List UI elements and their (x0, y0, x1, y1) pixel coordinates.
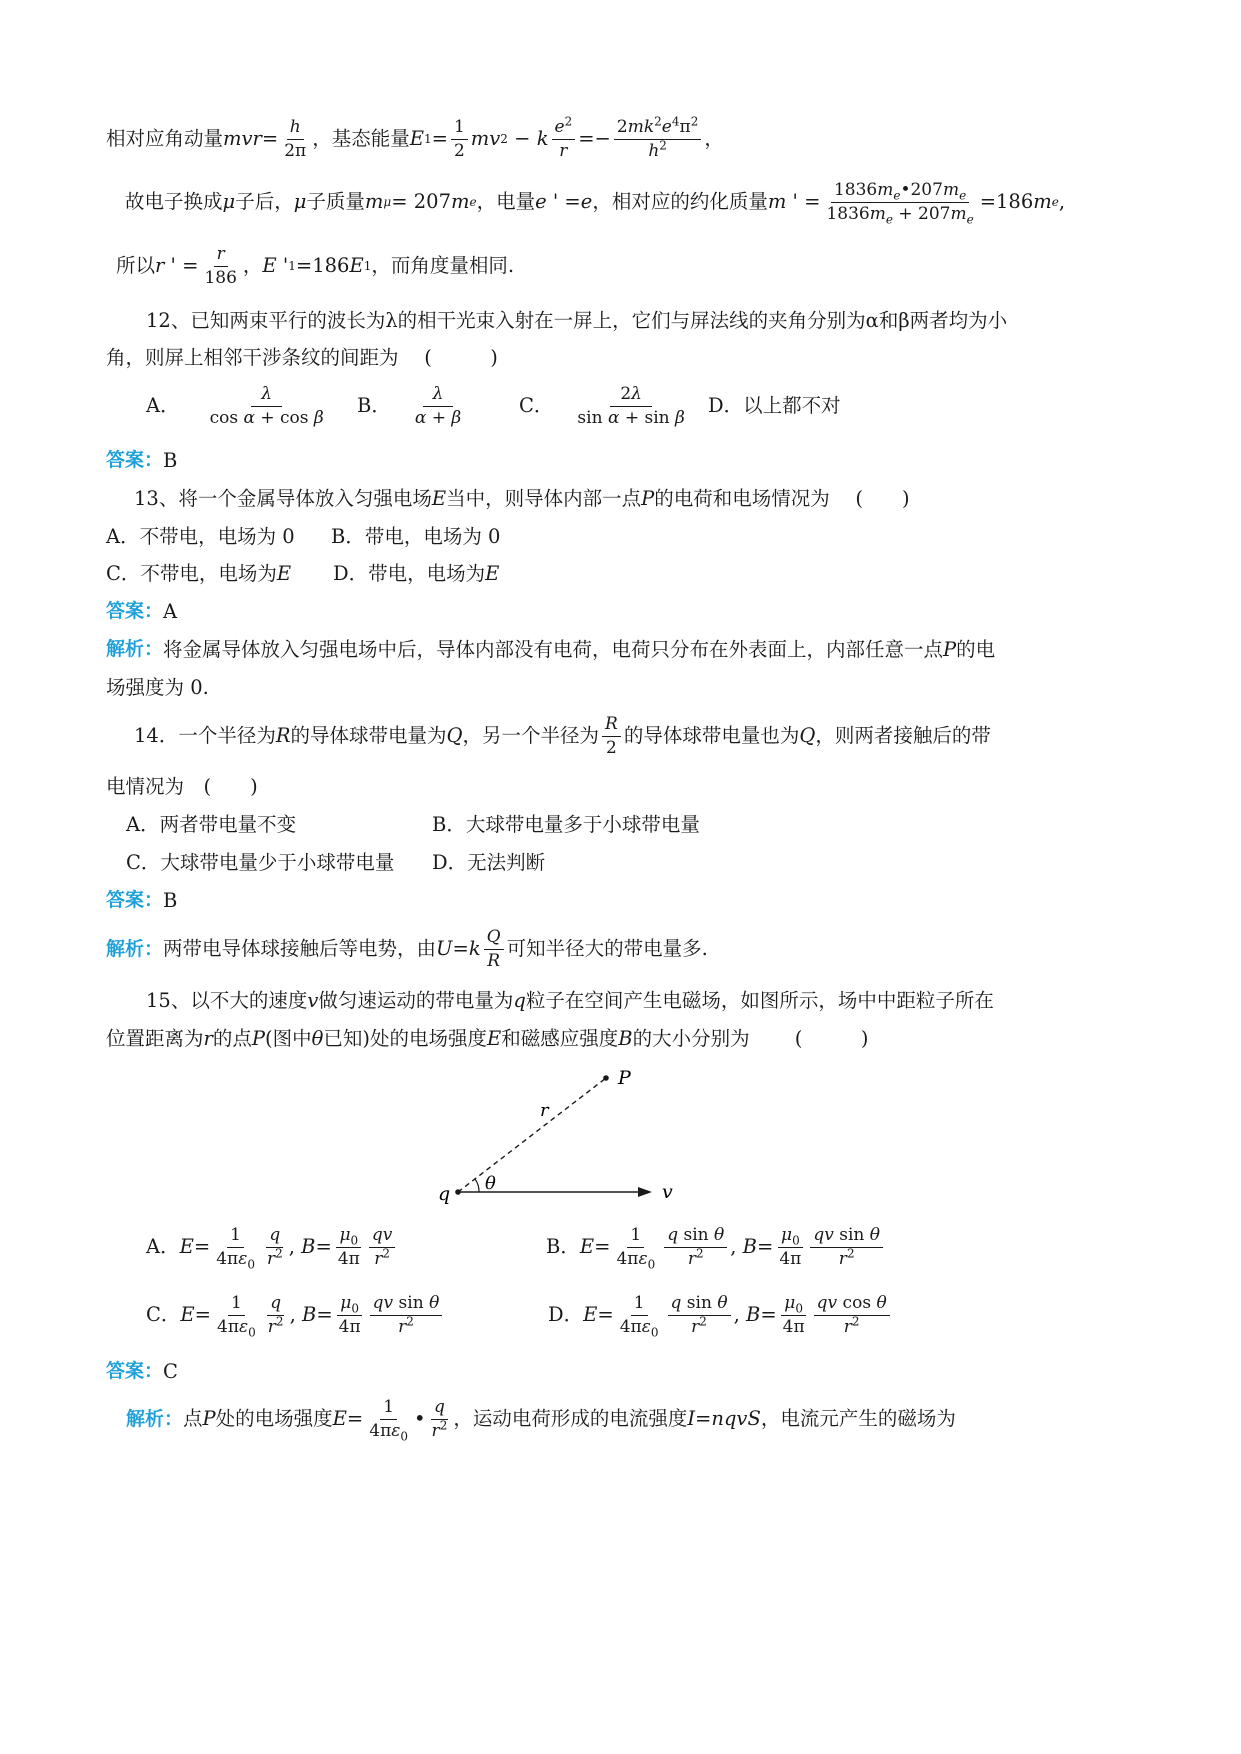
label-theta: θ (485, 1173, 496, 1194)
distance-dashed-line (458, 1078, 606, 1192)
q12-option-c: C． $\frac{2\lambda}{\text{sin α + sin β}}$ (519, 383, 685, 428)
q14-explanation: 解析： 两带电导体球接触后等电势，由 U = k $\frac{Q}{R}$ 可知半径大的带电量多. (106, 926, 708, 971)
label-p: P (618, 1067, 631, 1089)
angle-arc (475, 1179, 479, 1192)
q13-stem: 13、将一个金属导体放入匀强电场 E 当中，则导体内部一点 P 的电荷和电场情况为 ( ) (134, 487, 910, 510)
derivation-line-3: 所以 r ' = $\frac{r}{186}$ ， E ' 1 =186 E 1 ，而角度量相同. (116, 243, 515, 288)
label-q: q (438, 1183, 451, 1205)
point-p (603, 1075, 609, 1081)
q12-answer: 答案： B (106, 449, 178, 472)
q13-option-d: D．带电，电场为 E (333, 562, 500, 585)
q14-stem-2: 电情况为 ( ) (106, 775, 258, 798)
q14-option-a: A．两者带电量不变 (126, 813, 297, 836)
q15-option-b: B． E = $\frac{1}{4\pi\varepsilon_0}$ $\frac{\text{q sin θ}}{r^2}$ , B = $\frac{\mu_0}{4\pi}$ $\frac{\text{qv sin θ}}{r^2}$ (546, 1225, 886, 1269)
q13-option-b: B．带电，电场为 0 (331, 525, 501, 548)
charge-field-diagram (430, 1062, 690, 1212)
q14-answer: 答案： B (106, 889, 178, 912)
label-v: v (662, 1181, 673, 1203)
velocity-arrowhead (638, 1187, 652, 1197)
q14-option-c: C．大球带电量少于小球带电量 (126, 851, 395, 874)
q15-stem-1: 15、以不大的速度 v 做匀速运动的带电量为 q 粒子在空间产生电磁场，如图所示，场中中距粒子所在 (146, 989, 994, 1012)
q15-option-c: C． E = $\frac{1}{4\pi\varepsilon_0}$ $\frac{q}{r^2}$ , B = $\frac{\mu_0}{4\pi}$ $\frac{\text{qv sin θ}}{r^2}$ (146, 1293, 445, 1337)
q15-option-d: D． E = $\frac{1}{4\pi\varepsilon_0}$ $\frac{\text{q sin θ}}{r^2}$ , B = $\frac{\mu_0}{4\pi}$ $\frac{\text{qv cos θ}}{r^2}$ (548, 1293, 893, 1337)
q13-option-a: A．不带电，电场为 0 (106, 525, 295, 548)
q12-stem-2: 角，则屏上相邻干涉条纹的间距为 ( ) (106, 346, 498, 369)
q15-answer: 答案： C (106, 1360, 178, 1383)
q14-stem-1: 14．一个半径为 R 的导体球带电量为 Q ，另一个半径为 $\frac{R}{2}$ 的导体球带电量也为 Q ，则两者接触后的带 (134, 713, 991, 758)
q13-explanation-1: 解析： 将金属导体放入匀强电场中后，导体内部没有电荷，电荷只分布在外表面上，内部任意一点 P 的电 (106, 638, 996, 661)
q15-stem-2: 位置距离为 r 的点 P (图中 θ 已知)处的电场强度 E 和磁感应强度 B 的大小分别为 ( ) (106, 1027, 869, 1050)
q12-option-b: B． $\frac{\lambda}{\alpha + \beta}$ (357, 383, 462, 428)
derivation-line-2: 故电子换成 μ 子后， μ 子质量 m μ = 207 m e ，电量 e ' = e ，相对应的约化质量 m ' = $\frac{1836m_e•207m_e}{1836m_e + 207m_e}$ =186 m e , (125, 179, 1066, 226)
q15-option-a: A． E = $\frac{1}{4\pi\varepsilon_0}$ $\frac{q}{r^2}$ , B = $\frac{\mu_0}{4\pi}$ $\frac{qv}{r^2}$ (146, 1225, 398, 1269)
q13-explanation-2: 场强度为 0. (106, 676, 209, 699)
q12-stem-1: 12、已知两束平行的波长为λ的相干光束入射在一屏上，它们与屏法线的夹角分别为α和β两者均为小 (146, 309, 1008, 332)
q12-option-a: A． $\frac{\lambda}{\text{cos α + cos β}}$ (146, 383, 324, 428)
q12-option-d: D．以上都不对 (708, 394, 841, 417)
derivation-line-1: 相对应角动量 mvr = $\frac{h}{2\pi}$ ，基态能量 E 1 = $\frac{1}{2}$ mv 2 − k $\frac{e^2}{r}$ =− $\frac{2mk^2e^4\pi^2}{h^2}$ ， (106, 114, 724, 161)
charge-point (455, 1189, 461, 1195)
q14-option-b: B．大球带电量多于小球带电量 (432, 813, 700, 836)
q14-option-d: D．无法判断 (432, 851, 546, 874)
q15-explanation: 解析： 点 P 处的电场强度 E = $\frac{1}{4\pi\varepsilon_0}$ • $\frac{q}{r^2}$ ，运动电荷形成的电流强度 I = nqvS ，电流元产生的磁场为 (126, 1396, 956, 1443)
label-r: r (540, 1100, 549, 1121)
q13-option-c: C．不带电，电场为 E (106, 562, 292, 585)
q13-answer: 答案： A (106, 600, 178, 623)
